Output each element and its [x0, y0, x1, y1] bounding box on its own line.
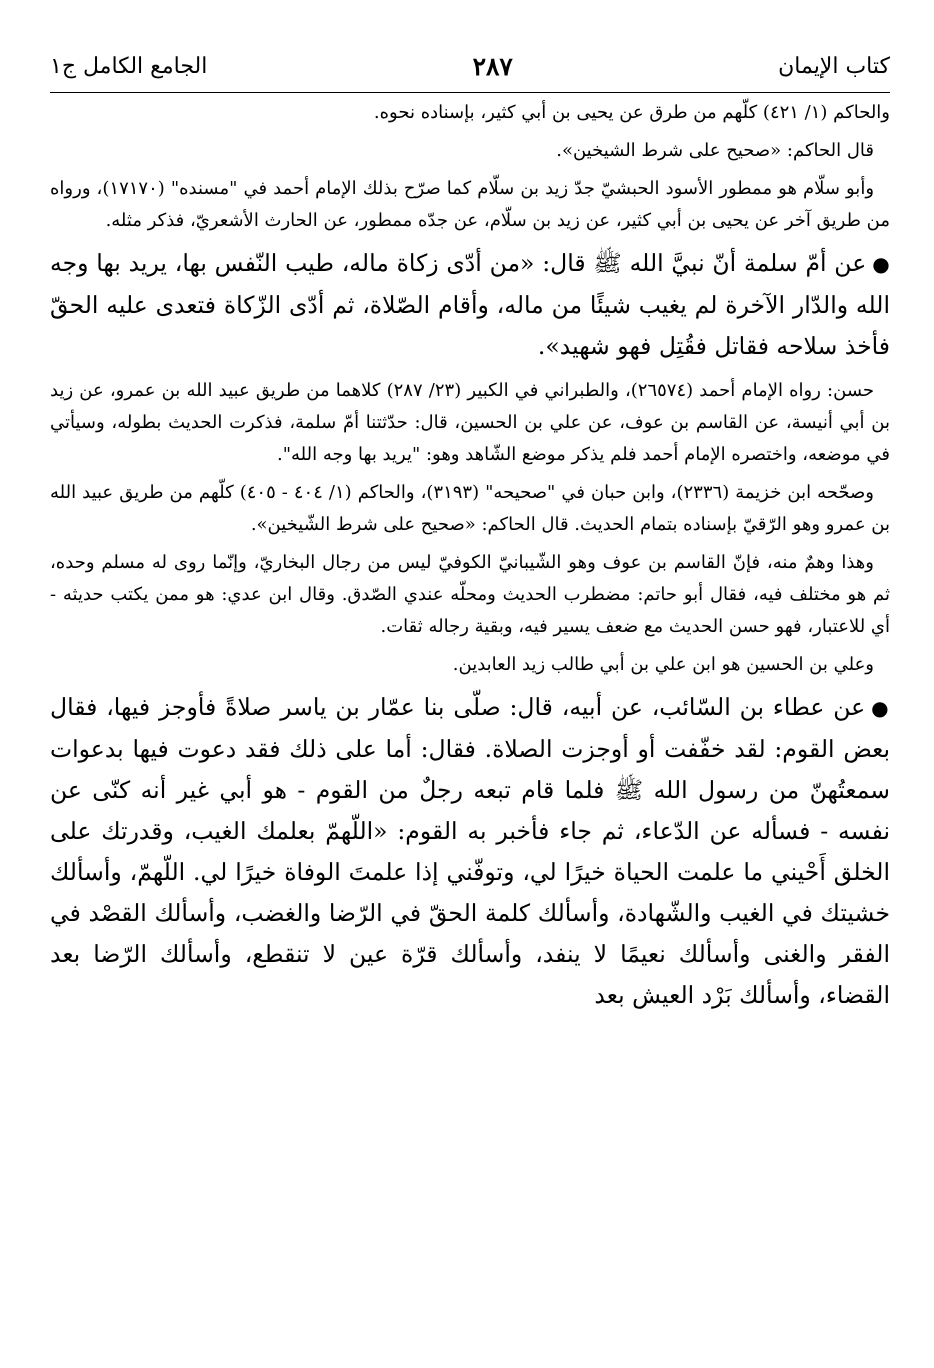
book-title: الجامع الكامل ج١ [50, 54, 208, 79]
hadith-text: عن أمّ سلمة أنّ نبيَّ الله ﷺ قال: «من أدّى زكاة ماله، طيب النّفس بها، يريد بها وجه الله والدّار الآخرة لم يغيب شيئًا من ماله، وأقام الصّلاة، ثم أدّى الزّكاة فتعدى عليه الحقّ فأخذ سلاحه فقاتل فقُتِل فهو شهيد». [50, 249, 890, 360]
footnote-paragraph: وعلي بن الحسين هو ابن علي بن أبي طالب زيد العابدين. [452, 654, 874, 675]
hadith-paragraph [50, 243, 890, 367]
page-body [50, 97, 890, 1016]
hadith-paragraph [50, 687, 890, 1016]
footnote-paragraph: وصحّحه ابن خزيمة (٢٣٣٦)، وابن حبان في "صحيحه" (٣١٩٣)، والحاكم (١/ ٤٠٤ - ٤٠٥) كلّهم من طريق عبيد الله بن عمرو وهو الرّقيّ بإسناده بتمام الحديث. قال الحاكم: «صحيح على شرط الشّيخين». [50, 482, 890, 535]
footnote-paragraph: حسن: رواه الإمام أحمد (٢٦٥٧٤)، والطبراني في الكبير (٢٣/ ٢٨٧) كلاهما من طريق عبيد الله بن عمرو، عن زيد بن أبي أنيسة، عن القاسم بن عوف، عن علي بن الحسين، قال: حدّثتنا أمّ سلمة، فذكرت الحديث بطوله، وسيأتي في موضعه، واختصره الإمام أحمد فلم يذكر موضع الشّاهد وهو: "يريد بها وجه الله". [50, 380, 890, 465]
chapter-title: كتاب الإيمان [778, 54, 890, 79]
page-header [50, 46, 890, 82]
header-rule [50, 92, 890, 93]
book-page [50, 46, 890, 1024]
bullet-icon: ● [872, 252, 890, 276]
page-number: ٢٨٧ [472, 52, 513, 81]
footnote-paragraph: وهذا وهمٌ منه، فإنّ القاسم بن عوف وهو الشّيبانيّ الكوفيّ ليس من رجال البخاريّ، وإنّما روى له مسلم وحده، ثم هو مختلف فيه، فقال أبو حاتم: مضطرب الحديث ومحلّه عندي الصّدق. وقال ابن عدي: هو ممن يكتب حديثه - أي للاعتبار، فهو حسن الحديث مع ضعف يسير فيه، وبقية رجاله ثقات. [50, 552, 890, 637]
footnote-paragraph: والحاكم (١/ ٤٢١) كلّهم من طرق عن يحيى بن أبي كثير، بإسناده نحوه. [373, 102, 890, 123]
footnote-paragraph: قال الحاكم: «صحيح على شرط الشيخين». [556, 140, 874, 161]
hadith-text: عن عطاء بن السّائب، عن أبيه، قال: صلّى بنا عمّار بن ياسر صلاةً فأوجز فيها، فقال بعض القوم: لقد خفّفت أو أوجزت الصلاة. فقال: أما على ذلك فقد دعوت فيها بدعوات سمعتُهنّ من رسول الله ﷺ فلما قام تبعه رجلٌ من القوم - هو أبي غير أنه كنّى عن نفسه - فسأله عن الدّعاء، ثم جاء فأخبر به القوم: «اللّهمّ بعلمك الغيب، وقدرتك على الخلق أَحْيني ما علمت الحياة خيرًا لي، وتوفّني إذا علمتَ الوفاة خيرًا لي. اللّهمّ، وأسألك خشيتك في الغيب والشّهادة، وأسألك كلمة الحقّ في الرّضا والغضب، وأسألك القصْد في الفقر والغنى وأسألك نعيمًا لا ينفد، وأسألك قرّة عين لا تنقطع، وأسألك الرّضا بعد القضاء، وأسألك بَرْد العيش بعد [50, 693, 890, 1009]
footnote-paragraph: وأبو سلّام هو ممطور الأسود الحبشيّ جدّ زيد بن سلّام كما صرّح بذلك الإمام أحمد في "مسنده" (١٧١٧٠)، ورواه من طريق آخر عن يحيى بن أبي كثير، عن زيد بن سلّام، عن جدّه ممطور، عن الحارث الأشعريّ، فذكر مثله. [50, 178, 890, 231]
bullet-icon: ● [871, 696, 890, 720]
